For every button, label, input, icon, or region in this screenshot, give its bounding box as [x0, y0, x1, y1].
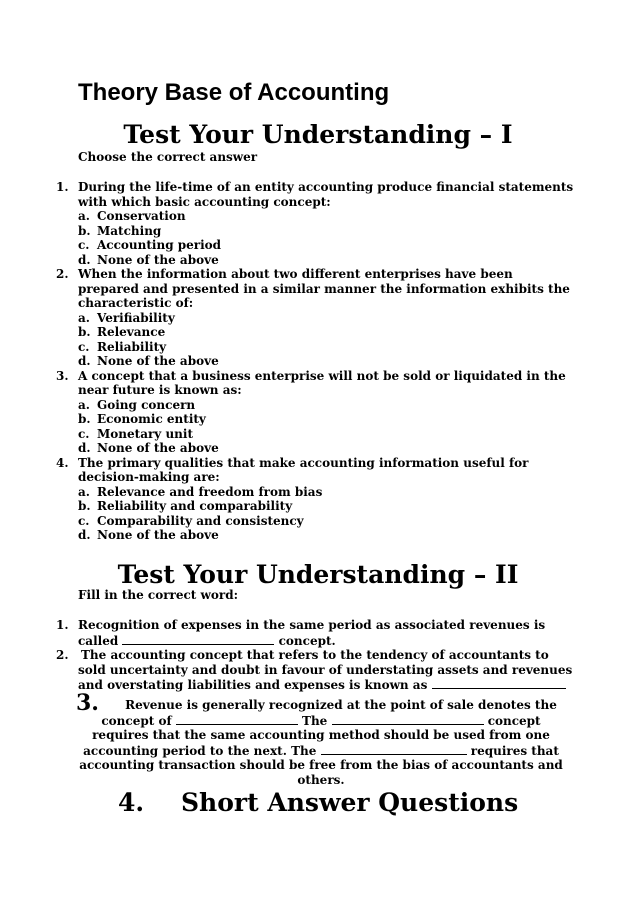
page-title: Theory Base of Accounting — [78, 79, 390, 106]
option-text: Accounting period — [97, 238, 222, 252]
fill-in-question — [0, 648, 600, 693]
mcq-option — [0, 441, 600, 456]
fill-in-question-3 — [76, 690, 566, 787]
mcq-question — [0, 180, 600, 209]
option-letter: a. — [78, 310, 90, 325]
question-number: 4. — [56, 455, 69, 470]
fill-in-question — [0, 618, 600, 648]
question-line: sold uncertainty and doubt in favour of understating assets and revenues — [78, 662, 573, 677]
mcq-option — [0, 238, 600, 253]
question-line — [78, 677, 600, 693]
question-text: concept — [487, 713, 541, 728]
option-letter: d. — [78, 354, 91, 368]
answer-blank[interactable] — [122, 633, 274, 645]
question-number: 3. — [56, 368, 69, 383]
option-text: Reliability and comparability — [97, 499, 293, 513]
option-text: None of the above — [97, 441, 219, 455]
mcq-option — [0, 485, 600, 500]
mcq-option — [0, 528, 600, 543]
option-letter: d. — [78, 528, 91, 542]
option-letter: c. — [78, 513, 90, 528]
option-letter: a. — [78, 397, 90, 412]
question-number: 3. — [76, 690, 99, 716]
option-letter: b. — [78, 499, 91, 513]
question-number: 2. — [56, 648, 69, 662]
question-line: requires that the same accounting method should be used from one — [92, 728, 550, 742]
option-text: Conservation — [97, 209, 186, 223]
question-line: accounting transaction should be free from the bias of accountants and — [79, 758, 563, 772]
question-number: 1. — [56, 618, 69, 632]
option-letter: b. — [78, 412, 91, 426]
answer-blank[interactable] — [332, 713, 484, 725]
question-line: The accounting concept that refers to the tendency of accountants to — [81, 648, 549, 662]
question-line: During the life-time of an entity accounting produce financial statements — [78, 180, 574, 194]
mcq-option — [0, 325, 600, 340]
question-number: 2. — [56, 267, 69, 281]
mcq-option — [0, 427, 600, 442]
question-line: with which basic accounting concept: — [78, 194, 331, 209]
option-text: Going concern — [97, 397, 196, 412]
question-line: prepared and presented in a similar manner the information exhibits the — [78, 281, 570, 296]
mcq-option — [0, 311, 600, 326]
option-text: Monetary unit — [97, 426, 193, 441]
section-number: 4. — [118, 788, 145, 817]
option-letter: a. — [78, 209, 90, 223]
option-text: Reliability — [97, 339, 167, 354]
option-letter: d. — [78, 441, 91, 455]
section-title: Short Answer Questions — [181, 788, 519, 817]
option-text: Relevance and freedom from bias — [97, 484, 323, 499]
question-text: called — [78, 633, 119, 648]
question-line: Revenue is generally recognized at the point of sale denotes the — [125, 698, 557, 712]
mcq-option — [0, 398, 600, 413]
mcq-list — [0, 180, 600, 543]
section2-heading: Test Your Understanding – II — [117, 560, 519, 589]
mcq-question — [0, 456, 600, 485]
option-letter: d. — [78, 252, 91, 267]
option-text: None of the above — [97, 252, 219, 267]
option-text: Comparability and consistency — [97, 513, 304, 528]
question-line: others. — [297, 772, 345, 787]
question-line — [76, 713, 566, 729]
mcq-option — [0, 340, 600, 355]
question-number: 1. — [56, 180, 69, 194]
answer-blank[interactable] — [432, 677, 566, 689]
mcq-option — [0, 499, 600, 514]
option-text: Economic entity — [97, 412, 206, 426]
question-line: decision-making are: — [78, 470, 220, 484]
option-text: Relevance — [97, 325, 166, 339]
option-letter: c. — [78, 238, 90, 252]
mcq-option — [0, 209, 600, 224]
mcq-option — [0, 514, 600, 529]
question-line: near future is known as: — [78, 383, 242, 397]
option-text: None of the above — [97, 354, 219, 368]
question-line: When the information about two different enterprises have been — [78, 267, 513, 281]
question-line: A concept that a business enterprise will not be sold or liquidated in the — [78, 368, 566, 383]
question-line: characteristic of: — [78, 296, 194, 310]
question-text: concept of — [101, 713, 172, 728]
question-text: The — [302, 713, 328, 728]
option-letter: c. — [78, 426, 90, 441]
option-text: Verifiability — [97, 310, 175, 325]
answer-blank[interactable] — [321, 743, 467, 755]
question-line: Recognition of expenses in the same period as associated revenues is — [78, 618, 546, 632]
option-text: None of the above — [97, 528, 219, 542]
section1-heading: Test Your Understanding – I — [123, 120, 513, 149]
question-text: and overstating liabilities and expenses is known as — [78, 678, 428, 692]
mcq-option — [0, 412, 600, 427]
option-letter: b. — [78, 223, 91, 238]
option-letter: c. — [78, 339, 90, 354]
question-text: concept. — [278, 633, 336, 648]
fill-in-list — [0, 618, 600, 693]
mcq-option — [0, 253, 600, 268]
question-text: requires that — [470, 743, 559, 758]
option-letter: a. — [78, 484, 90, 499]
question-line — [78, 633, 600, 649]
answer-blank[interactable] — [176, 713, 298, 725]
question-line: The primary qualities that make accounting information useful for — [78, 455, 529, 470]
option-text: Matching — [97, 223, 162, 238]
option-letter: b. — [78, 325, 91, 339]
section1-instruction: Choose the correct answer — [78, 150, 258, 164]
mcq-question — [0, 267, 600, 311]
mcq-option — [0, 224, 600, 239]
mcq-option — [0, 354, 600, 369]
question-line — [76, 743, 566, 759]
question-text: accounting period to the next. The — [83, 743, 317, 758]
mcq-question — [0, 369, 600, 398]
section2-instruction: Fill in the correct word: — [78, 588, 239, 602]
